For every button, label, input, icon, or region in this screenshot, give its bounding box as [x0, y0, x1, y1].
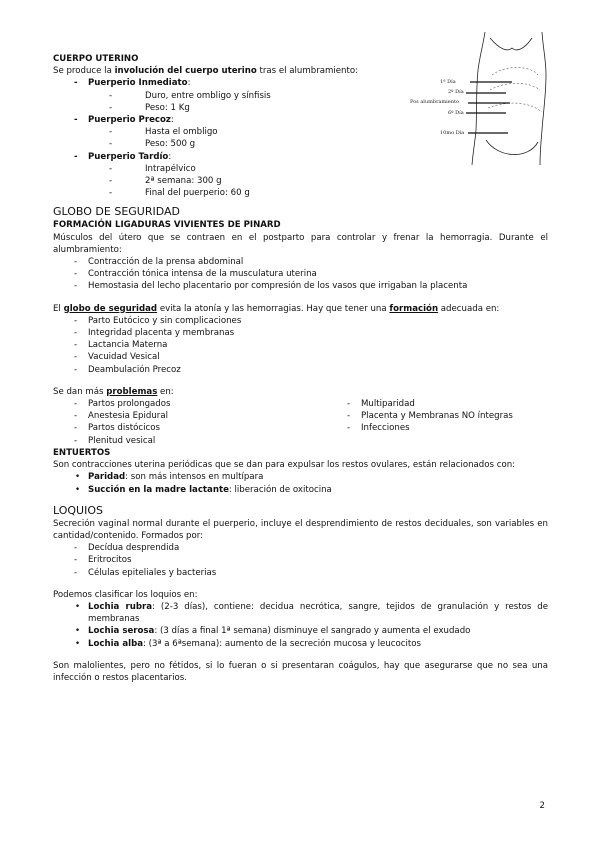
label-day-6: 6º Día — [448, 110, 464, 116]
list-item — [53, 484, 548, 496]
text-bold: formación — [389, 303, 439, 314]
text-bold: problemas — [106, 386, 158, 397]
list-item — [53, 471, 548, 483]
problemas-right — [326, 398, 548, 447]
loquios-list — [53, 542, 548, 579]
text: : son más intensos en multípara — [125, 472, 264, 483]
text: : liberación de oxitocina — [228, 484, 332, 495]
page-number: 2 — [539, 801, 545, 811]
ribcage-line — [490, 38, 532, 50]
globo-title: GLOBO DE SEGURIDAD — [53, 205, 181, 219]
text: adecuada en: — [438, 303, 500, 314]
loquios-para-3: Son malolientes, pero no fétidos, si lo fueran o si presentaran coágulos, hay que asegurarse que no sea una infección o restos placentarios. — [53, 660, 548, 683]
problemas-columns — [53, 398, 548, 447]
list-item: - Contracción de la prensa abdominal — [53, 256, 548, 268]
list-item — [53, 601, 548, 625]
loquios-para-2: Podemos clasificar los loquios en: — [53, 589, 198, 600]
stage-item: - Puerperio Precoz: - Hasta el ombligo - Peso: 500 g — [53, 114, 548, 151]
intro-bold: involución del cuerpo uterino — [114, 66, 257, 77]
stage-item: - Puerperio Tardío: - Intrapélvico - 2ª semana: 300 g - Final del puerperio: 60 g — [53, 151, 548, 200]
list-item: - Eritrocitos — [53, 554, 548, 566]
text: : (3 días a final 1ª semana) disminuye el sangrado y aumenta el exudado — [154, 626, 471, 637]
text-bold: Paridad — [88, 472, 126, 483]
list-item: - Contracción tónica intensa de la musculatura uterina — [53, 268, 548, 280]
list-item: - Infecciones — [326, 422, 548, 434]
problemas-left — [53, 398, 340, 447]
torso-right-outline — [540, 32, 546, 165]
list-item: - Deambulación Precoz — [53, 364, 548, 376]
list-item: - Integridad placenta y membranas — [53, 327, 548, 339]
stage-subitem: - Peso: 1 Kg — [53, 102, 548, 114]
globo-para-2 — [53, 303, 548, 315]
list-item: - Plenitud vesical — [53, 435, 340, 447]
globo-subtitle: FORMACIÓN LIGADURAS VIVIENTES DE PINARD — [53, 220, 281, 231]
label-day-2: 2º Día — [448, 89, 464, 95]
stage-subitem: - Intrapélvico — [53, 163, 548, 175]
text-bold: Lochia rubra — [88, 601, 153, 612]
list-item: - Parto Eutócico y sin complicaciones — [53, 315, 548, 327]
loquios-title: LOQUIOS — [53, 503, 103, 517]
problemas-intro — [53, 386, 548, 398]
label-day-1: 1ª Día — [440, 79, 456, 85]
label-day-10: 10mo Día — [440, 130, 465, 136]
list-item: - Placenta y Membranas NO íntegras — [326, 410, 548, 422]
stage-name: Puerperio Inmediato — [88, 78, 188, 89]
text: El — [53, 303, 64, 314]
text: evita la atonía y las hemorragias. Hay que tener una — [157, 303, 390, 314]
list-item: - Partos prolongados — [53, 398, 340, 410]
text: Se dan más — [53, 386, 107, 397]
list-item: - Partos distócicos — [53, 422, 340, 434]
loquios-types — [53, 601, 548, 650]
label-pos-alumbramiento: Pos alumbramiento — [410, 99, 459, 105]
list-item — [53, 625, 548, 637]
list-item: - Decídua desprendida — [53, 542, 548, 554]
stage-subitem: - Duro, entre ombligo y sínfisis — [53, 90, 548, 102]
intro-text: Se produce la — [53, 66, 115, 77]
text: : (3ª a 6ªsemana): aumento de la secreción mucosa y leucocitos — [143, 638, 421, 649]
globo-list — [53, 256, 548, 293]
uterus-involution-figure — [380, 30, 550, 165]
uterus-outline — [486, 140, 538, 155]
stage-subitem: - Hasta el ombligo — [53, 126, 548, 138]
list-item — [53, 638, 548, 650]
stage-subitem: - 2ª semana: 300 g — [53, 175, 548, 187]
text-bold: globo de seguridad — [63, 303, 158, 314]
list-item: - Vacuidad Vesical — [53, 351, 548, 363]
cuerpo-title: CUERPO UTERINO — [53, 54, 139, 64]
entuertos-title: ENTUERTOS — [53, 447, 111, 458]
intro-text-end: tras el alumbramiento: — [256, 66, 359, 77]
text-bold: Succión en la madre lactante — [88, 484, 229, 495]
stage-sublist — [53, 163, 548, 200]
stage-subitem: - Final del puerperio: 60 g — [53, 187, 548, 199]
entuertos-list — [53, 471, 548, 495]
text: en: — [157, 386, 174, 397]
formacion-list — [53, 315, 548, 376]
list-item: - Células epiteliales y bacterias — [53, 567, 548, 579]
list-item: - Hemostasia del lecho placentario por compresión de los vasos que irrigaban la placenta — [53, 280, 548, 292]
text-bold: Lochia serosa — [88, 626, 155, 637]
entuertos-para: Son contracciones uterina periódicas que se dan para expulsar los restos ovulares, están relacionados con: — [53, 460, 516, 471]
torso-left-outline — [472, 32, 485, 165]
list-item: - Anestesia Epidural — [53, 410, 340, 422]
stage-item: - Puerperio Inmediato: - Duro, entre ombligo y sínfisis - Peso: 1 Kg — [53, 77, 548, 114]
globo-para: Músculos del útero que se contraen en el postparto para controlar y frenar la hemorragia. Durante el alumbramiento: — [53, 232, 548, 255]
stage-name: Puerperio Precoz — [88, 115, 171, 126]
list-item: - Lactancia Materna — [53, 339, 548, 351]
stage-subitem: - Peso: 500 g — [53, 138, 548, 150]
stage-name: Puerperio Tardío — [88, 151, 169, 162]
text: : (2-3 días), contiene: decidua necrótica, sangre, tejidos de granulación y restos de membranas — [88, 601, 549, 625]
list-item: - Multiparidad — [326, 398, 548, 410]
loquios-para: Secreción vaginal normal durante el puerperio, incluye el desprendimiento de restos deciduales, son variables en cantidad/contenido. Formados por: — [53, 518, 548, 541]
text-bold: Lochia alba — [88, 638, 144, 649]
